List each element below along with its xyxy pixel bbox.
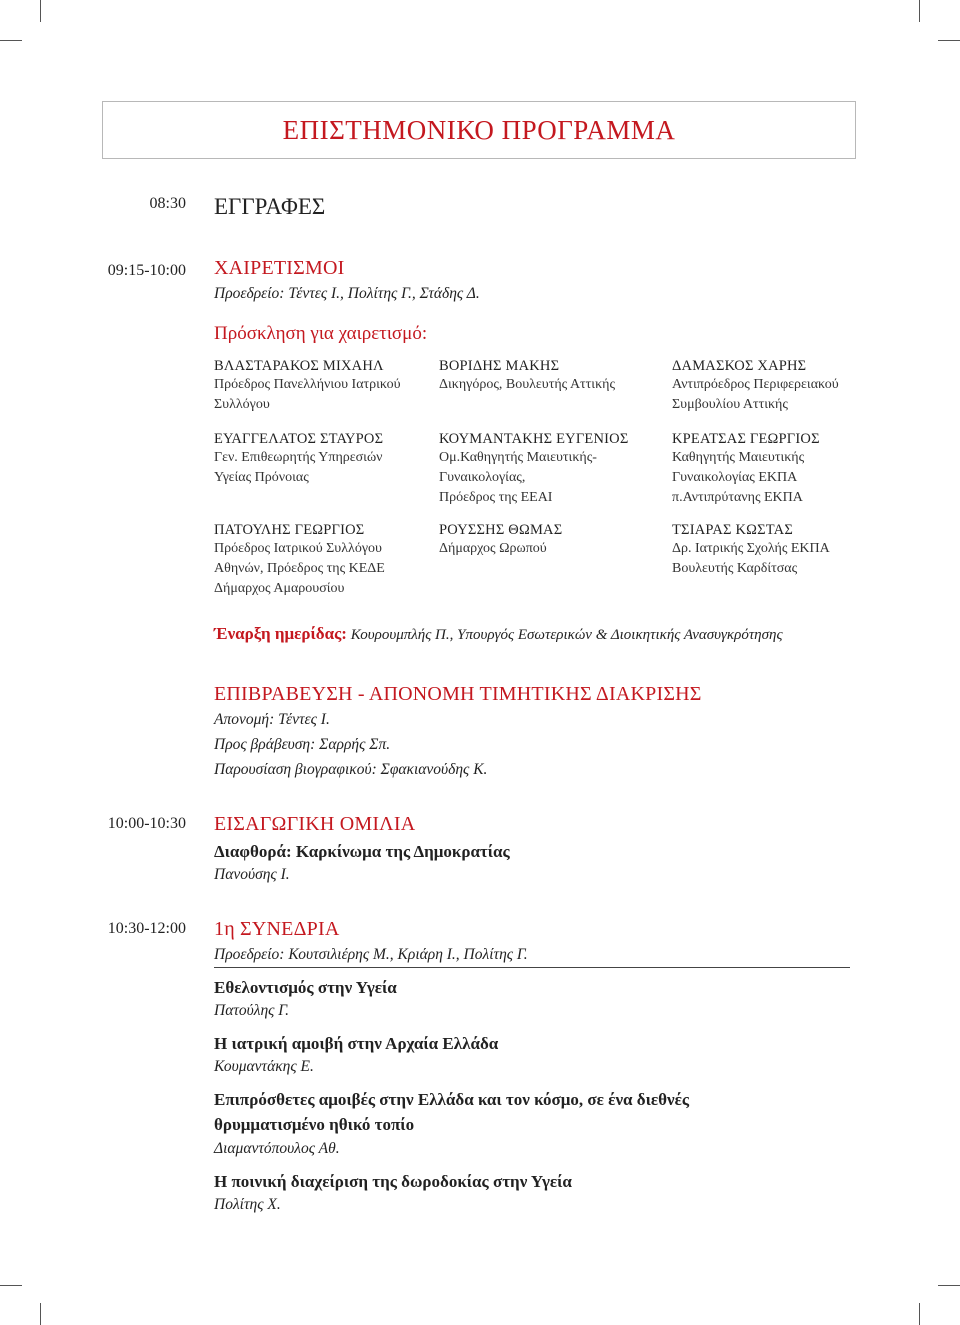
guest-role: Δικηγόρος, Βουλευτής Αττικής — [439, 377, 615, 392]
crop-mark — [938, 40, 960, 41]
award-heading: ΕΠΙΒΡΑΒΕΥΣΗ - ΑΠΟΝΟΜΗ ΤΙΜΗΤΙΚΗΣ ΔΙΑΚΡΙΣΗΣ — [214, 683, 702, 705]
guest-entry — [214, 522, 385, 599]
award-line: Παρουσίαση βιογραφικού: Σφακιανούδης Κ. — [214, 761, 488, 778]
guest-entry — [672, 431, 820, 508]
guest-role: Καθηγητής Μαιευτικής Γυναικολογίας ΕΚΠΑ π.Αντιπρύτανης ΕΚΠΑ — [672, 450, 805, 505]
guest-role: Δρ. Ιατρικής Σχολής ΕΚΠΑ Βουλευτής Καρδίτσας — [672, 541, 830, 576]
talk-speaker: Πολίτης Χ. — [214, 1196, 281, 1213]
divider — [214, 967, 850, 968]
guest-role: Αντιπρόεδρος Περιφερειακού Συμβουλίου Αττικής — [672, 377, 839, 412]
talk-speaker: Κουμαντάκης Ε. — [214, 1058, 314, 1075]
talk-title: Εθελοντισμός στην Υγεία — [214, 978, 397, 997]
guest-role: Πρόεδρος Ιατρικού Συλλόγου Αθηνών, Πρόεδρος της ΚΕΔΕ Δήμαρχος Αμαρουσίου — [214, 541, 385, 596]
greetings-time: 09:15-10:00 — [107, 262, 186, 279]
guest-role: Πρόεδρος Πανελλήνιου Ιατρικού Συλλόγου — [214, 377, 401, 412]
opening-text: Κουρουμπλής Π., Υπουργός Εσωτερικών & Διοικητικής Ανασυγκρότησης — [346, 627, 783, 643]
guest-name: ΕΥΑΓΓΕΛΑΤΟΣ ΣΤΑΥΡΟΣ — [214, 431, 384, 447]
guest-entry — [672, 522, 830, 579]
talk-title: Η ιατρική αμοιβή στην Αρχαία Ελλάδα — [214, 1034, 499, 1053]
guest-entry — [214, 358, 401, 415]
intro-speaker: Πανούσης Ι. — [214, 866, 290, 883]
crop-mark — [0, 1285, 22, 1286]
session1-chair: Προεδρείο: Κουτσιλιέρης Μ., Κριάρη Ι., Πολίτης Γ. — [214, 946, 528, 963]
crop-mark — [919, 0, 920, 22]
talk-speaker: Διαμαντόπουλος Αθ. — [214, 1140, 340, 1157]
guest-entry — [439, 522, 562, 559]
intro-time: 10:00-10:30 — [107, 815, 186, 832]
guest-role: Δήμαρχος Ωρωπού — [439, 541, 547, 556]
award-line: Προς βράβευση: Σαρρής Σπ. — [214, 736, 391, 753]
award-line: Απονομή: Τέντες Ι. — [214, 711, 330, 728]
page-title-box — [102, 101, 856, 159]
guest-name: ΚΡΕΑΤΣΑΣ ΓΕΩΡΓΙΟΣ — [672, 431, 820, 447]
guest-entry — [214, 431, 383, 488]
opening-label: Έναρξη ημερίδας: — [214, 624, 347, 643]
guest-role: Ομ.Καθηγητής Μαιευτικής- Γυναικολογίας, Πρόεδρος της ΕΕΑΙ — [439, 450, 597, 505]
talk-speaker: Πατούλης Γ. — [214, 1002, 290, 1019]
guest-name: ΡΟΥΣΣΗΣ ΘΩΜΑΣ — [439, 522, 563, 538]
session1-time: 10:30-12:00 — [107, 920, 186, 937]
guest-entry — [439, 358, 615, 395]
crop-mark — [938, 1285, 960, 1286]
crop-mark — [0, 40, 22, 41]
invite-heading: Πρόσκληση για χαιρετισμό: — [214, 323, 428, 344]
guest-name: ΠΑΤΟΥΛΗΣ ΓΕΩΡΓΙΟΣ — [214, 522, 365, 538]
talk-title: Επιπρόσθετες αμοιβές στην Ελλάδα και τον κόσμο, σε ένα διεθνές θρυμματισμένο ηθικό τοπίο — [214, 1090, 690, 1134]
greetings-heading: ΧΑΙΡΕΤΙΣΜΟΙ — [214, 257, 345, 279]
guest-entry — [672, 358, 839, 415]
crop-mark — [919, 1303, 920, 1325]
guest-entry — [439, 431, 628, 508]
session1-heading: 1η ΣΥΝΕΔΡΙΑ — [214, 918, 340, 940]
intro-heading: ΕΙΣΑΓΩΓΙΚΗ ΟΜΙΛΙΑ — [214, 813, 416, 835]
guest-name: ΔΑΜΑΣΚΟΣ ΧΑΡΗΣ — [672, 358, 807, 374]
registration-label: ΕΓΓΡΑΦΕΣ — [214, 194, 326, 219]
page-title: ΕΠΙΣΤΗΜΟΝΙΚΟ ΠΡΟΓΡΑΜΜΑ — [282, 114, 676, 145]
guest-name: ΤΣΙΑΡΑΣ ΚΩΣΤΑΣ — [672, 522, 793, 538]
intro-talk: Διαφθορά: Καρκίνωμα της Δημοκρατίας — [214, 842, 510, 861]
crop-mark — [40, 1303, 41, 1325]
opening-line — [214, 624, 783, 644]
crop-mark — [40, 0, 41, 22]
guest-name: ΒΛΑΣΤΑΡΑΚΟΣ ΜΙΧΑΗΛ — [214, 358, 384, 374]
guest-name: ΚΟΥΜΑΝΤΑΚΗΣ ΕΥΓΕΝΙΟΣ — [439, 431, 629, 447]
registration-time: 08:30 — [149, 195, 186, 212]
greetings-chair: Προεδρείο: Τέντες Ι., Πολίτης Γ., Στάδης Δ. — [214, 285, 480, 302]
guest-name: ΒΟΡΙΔΗΣ ΜΑΚΗΣ — [439, 358, 560, 374]
talk-title: Η ποινική διαχείριση της δωροδοκίας στην Υγεία — [214, 1172, 572, 1191]
guest-role: Γεν. Επιθεωρητής Υπηρεσιών Υγείας Πρόνοιας — [214, 450, 383, 485]
